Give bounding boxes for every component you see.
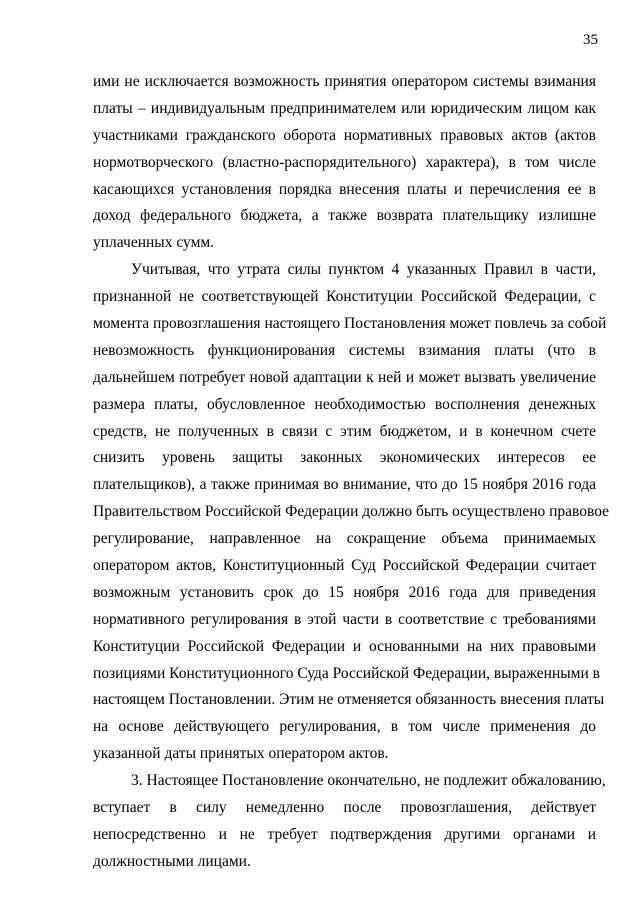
text-line: признанной не соответствующей Конституции Российской Федерации, с [93, 288, 596, 306]
text-line: регулирование, направленное на сокращение объема принимаемых [93, 530, 596, 548]
text-line: плательщиков), а также принимая во внимание, что до 15 ноября 2016 года [93, 476, 596, 494]
text-line: настоящем Постановлении. Этим не отменяется обязанность внесения платы [93, 691, 605, 709]
text-line: снизить уровень защиты законных экономических интересов ее [93, 449, 596, 467]
text-line: ими не исключается возможность принятия оператором системы взимания [93, 73, 596, 90]
text-line: уплаченных сумм. [93, 234, 215, 252]
text-line: дальнейшем потребует новой адаптации к ней и может вызвать увеличение [93, 368, 596, 386]
text-line: Правительством Российской Федерации должно быть осуществлено правовое [93, 503, 610, 521]
text-line: Учитывая, что утрата силы пунктом 4 указанных Правил в части, [131, 261, 596, 279]
text-line: возможным установить срок до 15 ноября 2016 года для приведения [93, 583, 596, 601]
document-body [93, 69, 610, 876]
page-number: 35 [583, 32, 598, 48]
text-line: доход федерального бюджета, а также возврата плательщику излишне [93, 207, 596, 225]
text-line: должностными лицами. [93, 852, 251, 870]
text-line: указанной даты принятых оператором актов. [93, 745, 389, 763]
text-line: оператором актов, Конституционный Суд Российской Федерации считает [93, 557, 596, 575]
text-line: участниками гражданского оборота нормативных правовых актов (актов [93, 126, 596, 144]
text-line: 3. Настоящее Постановление окончательно, не подлежит обжалованию, [131, 772, 606, 790]
text-line: на основе действующего регулирования, в том числе применения до [93, 718, 596, 736]
text-line: момента провозглашения настоящего Постановления может повлечь за собой [93, 315, 607, 333]
text-line: нормотворческого (властно-распорядительного) характера), в том числе [93, 153, 596, 171]
text-line: вступает в силу немедленно после провозглашения, действует [93, 799, 596, 817]
text-line: Конституции Российской Федерации и основанными на них правовыми [93, 637, 596, 655]
text-line: нормативного регулирования в этой части в соответствие с требованиями [93, 610, 596, 628]
text-line: позициями Конституционного Суда Российской Федерации, выраженными в [93, 664, 600, 682]
text-line: касающихся установления порядка внесения платы и перечисления ее в [93, 180, 596, 198]
text-line: платы – индивидуальным предпринимателем или юридическим лицом как [93, 99, 596, 117]
text-line: размера платы, обусловленное необходимостью восполнения денежных [93, 395, 596, 413]
text-line: средств, не полученных в связи с этим бюджетом, и в конечном счете [93, 422, 596, 440]
text-line: невозможность функционирования системы взимания платы (что в [93, 341, 596, 359]
text-line: непосредственно и не требует подтверждения другими органами и [93, 825, 596, 843]
